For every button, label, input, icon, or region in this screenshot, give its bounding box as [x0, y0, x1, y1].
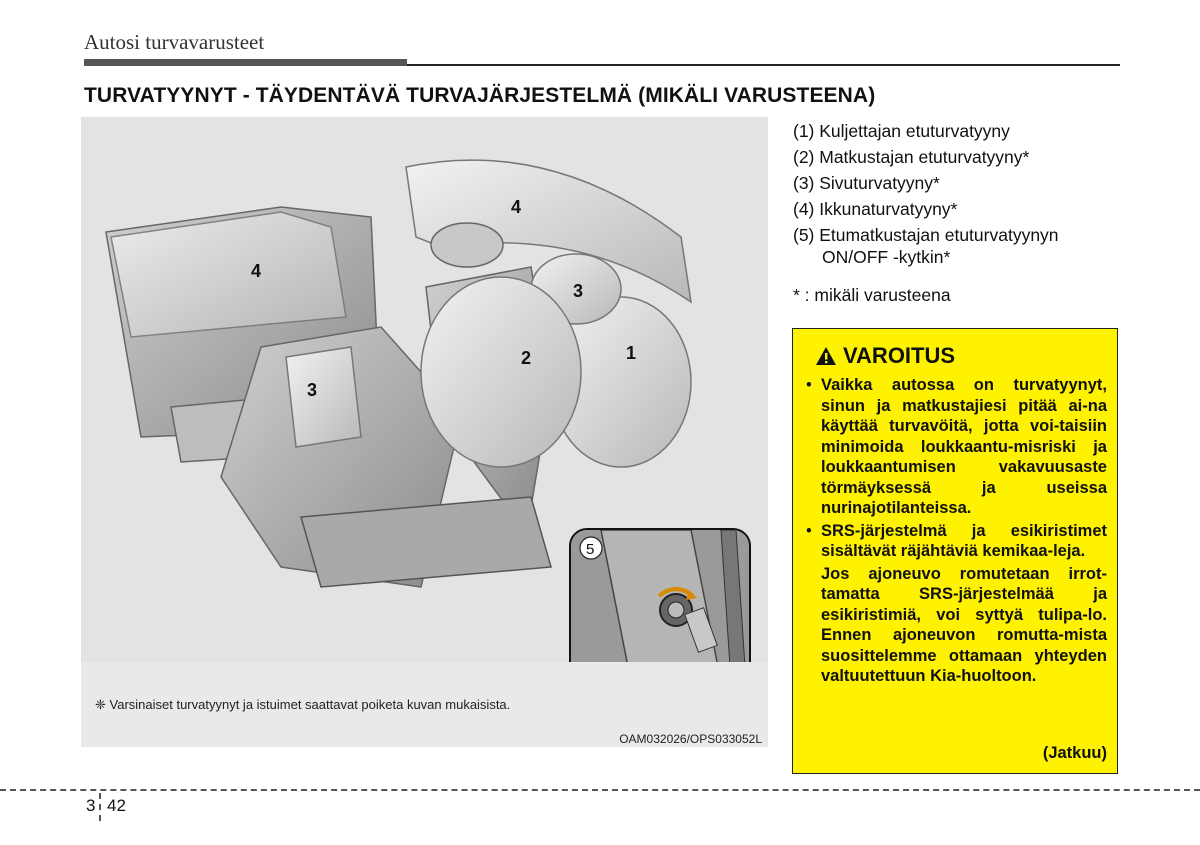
- chapter-number: 3: [86, 796, 96, 815]
- callout-3-right: 3: [573, 281, 584, 301]
- legend-note: * : mikäli varusteena: [793, 285, 951, 305]
- legend-item: (2) Matkustajan etuturvatyyny*: [793, 147, 1030, 167]
- legend-item: (5) Etumatkustajan etuturvatyynyn: [793, 225, 1059, 245]
- header-rule-accent: [84, 59, 407, 66]
- legend-item: (4) Ikkunaturvatyyny*: [793, 199, 958, 219]
- callout-3-left: 3: [307, 380, 318, 400]
- airbag-illustration: [81, 117, 768, 747]
- callout-2: 2: [521, 348, 532, 368]
- footer-rule: [0, 789, 1200, 791]
- warning-triangle-icon: [815, 346, 837, 366]
- callout-4-right: 4: [511, 197, 522, 217]
- callout-1: 1: [626, 343, 637, 363]
- page-number: 42: [107, 796, 126, 815]
- warning-title: VAROITUS: [843, 343, 956, 368]
- warning-header: [815, 343, 955, 369]
- warning-bullet: • SRS-järjestelmä ja esikiristimet sisältävät räjähtäviä kemikaa-leja.: [805, 521, 1107, 562]
- callout-4-left: 4: [251, 261, 262, 281]
- warning-body: [805, 375, 1107, 687]
- legend-item-continuation: ON/OFF -kytkin*: [822, 247, 951, 267]
- section-title: Autosi turvavarusteet: [84, 30, 265, 54]
- switch-inset-drawing: [571, 530, 749, 682]
- warning-bullet: • Vaikka autossa on turvatyynyt, sinun ja matkustajiesi pitää ai-na käyttää turvavöitä, jotta voi-taisiin minimoida loukkaantu-misriski ja loukkaantumisen vakavuusaste törmäyksessä ja useissa nurinajotilanteissa.: [805, 375, 1107, 519]
- figure-footnote: ❈ Varsinaiset turvatyynyt ja istuimet saattavat poiketa kuvan mukaisista.: [95, 697, 511, 712]
- legend-item: (3) Sivuturvatyyny*: [793, 173, 940, 193]
- warning-paragraph: Jos ajoneuvo romutetaan irrot-tamatta SRS-järjestelmää ja esikiristimiä, voi syttyä tulipa-lo. Ennen ajoneuvon romutta-mista suosittelemme ottamaan yhteyden valtuutettuun Kia-huoltoon.: [821, 564, 1107, 685]
- continued-label: (Jatkuu): [1042, 744, 1107, 762]
- legend-item: (1) Kuljettajan etuturvatyyny: [793, 121, 1010, 141]
- page-heading: TURVATYYNYT - TÄYDENTÄVÄ TURVAJÄRJESTELMÄ (MIKÄLI VARUSTEENA): [84, 84, 876, 107]
- airbag-legend: [793, 118, 1059, 308]
- inset-label: 5: [586, 541, 595, 558]
- switch-inset: [569, 528, 751, 684]
- warning-box: [792, 328, 1118, 774]
- figure-code: OAM032026/OPS033052L: [619, 732, 762, 746]
- page-number-separator: [99, 793, 102, 821]
